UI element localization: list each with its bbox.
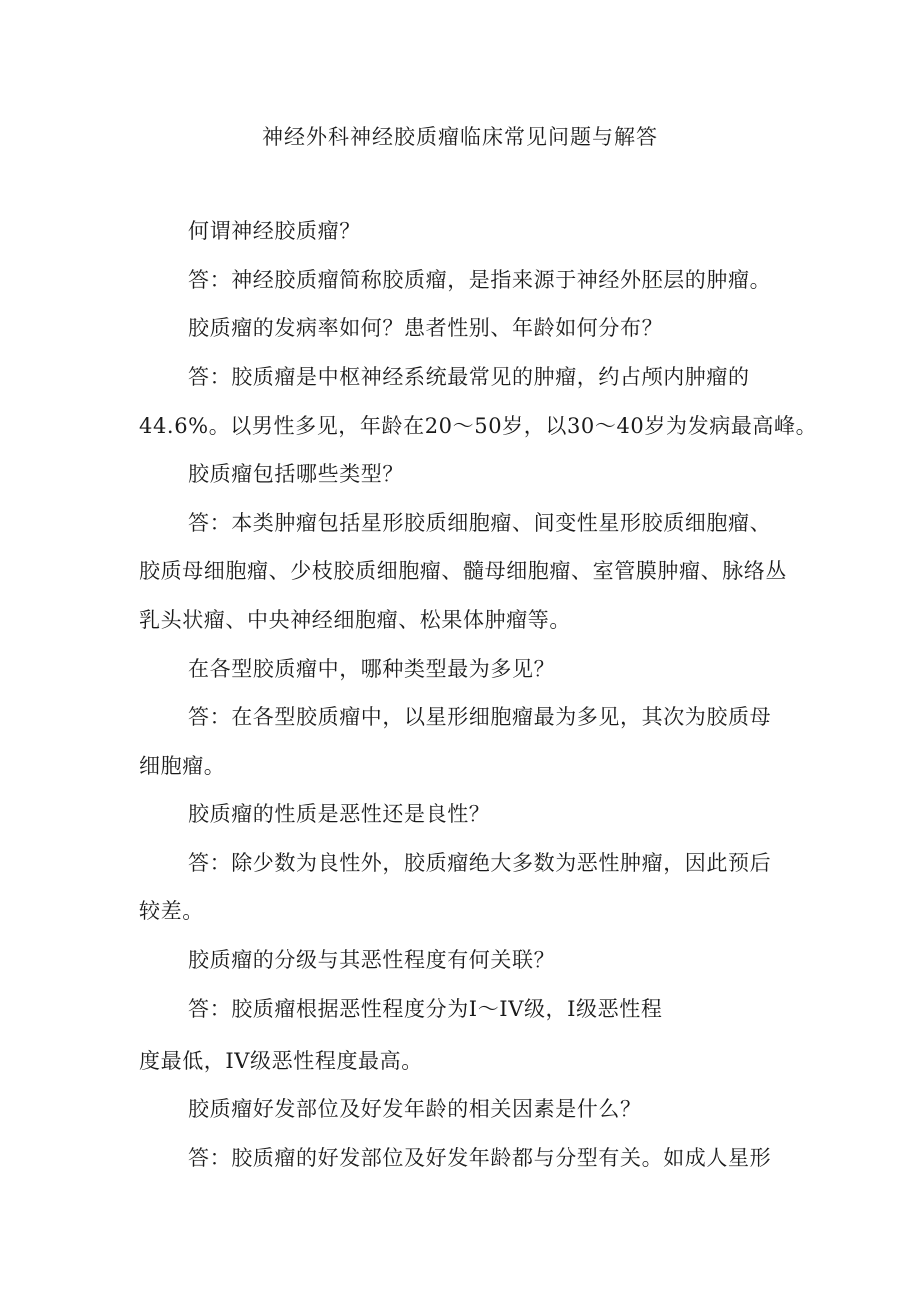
question-line: 何谓神经胶质瘤？ (188, 219, 361, 243)
question-line: 胶质瘤的发病率如何？患者性别、年龄如何分布？ (188, 316, 664, 340)
answer-line: 答：胶质瘤是中枢神经系统最常见的肿瘤，约占颅内肿瘤的 (188, 365, 750, 389)
question-line: 胶质瘤包括哪些类型？ (188, 462, 404, 486)
answer-line: 答：本类肿瘤包括星形胶质细胞瘤、间变性星形胶质细胞瘤、 (188, 511, 772, 535)
answer-line: 答：胶质瘤根据恶性程度分为I～IV级，I级恶性程 (188, 997, 663, 1021)
question-line: 胶质瘤好发部位及好发年龄的相关因素是什么？ (188, 1097, 642, 1121)
answer-line: 答：胶质瘤的好发部位及好发年龄都与分型有关。如成人星形 (188, 1146, 772, 1170)
answer-line: 乳头状瘤、中央神经细胞瘤、松果体肿瘤等。 (139, 608, 571, 632)
answer-line: 度最低，IV级恶性程度最高。 (139, 1049, 423, 1073)
answer-line: 答：除少数为良性外，胶质瘤绝大多数为恶性肿瘤，因此预后 (188, 851, 772, 875)
question-line: 在各型胶质瘤中，哪种类型最为多见？ (188, 657, 556, 681)
answer-line: 胶质母细胞瘤、少枝胶质细胞瘤、髓母细胞瘤、室管膜肿瘤、脉络丛 (139, 559, 787, 583)
answer-line: 44.6%。以男性多见，年龄在20～50岁，以30～40岁为发病最高峰。 (139, 414, 818, 438)
question-line: 胶质瘤的分级与其恶性程度有何关联？ (188, 948, 556, 972)
answer-line: 答：神经胶质瘤简称胶质瘤，是指来源于神经外胚层的肿瘤。 (188, 268, 772, 292)
answer-line: 答：在各型胶质瘤中，以星形细胞瘤最为多见，其次为胶质母 (188, 705, 772, 729)
question-line: 胶质瘤的性质是恶性还是良性？ (188, 802, 491, 826)
answer-line: 细胞瘤。 (139, 754, 226, 778)
answer-line: 较差。 (139, 899, 204, 923)
document-title: 神经外科神经胶质瘤临床常见问题与解答 (262, 125, 658, 149)
